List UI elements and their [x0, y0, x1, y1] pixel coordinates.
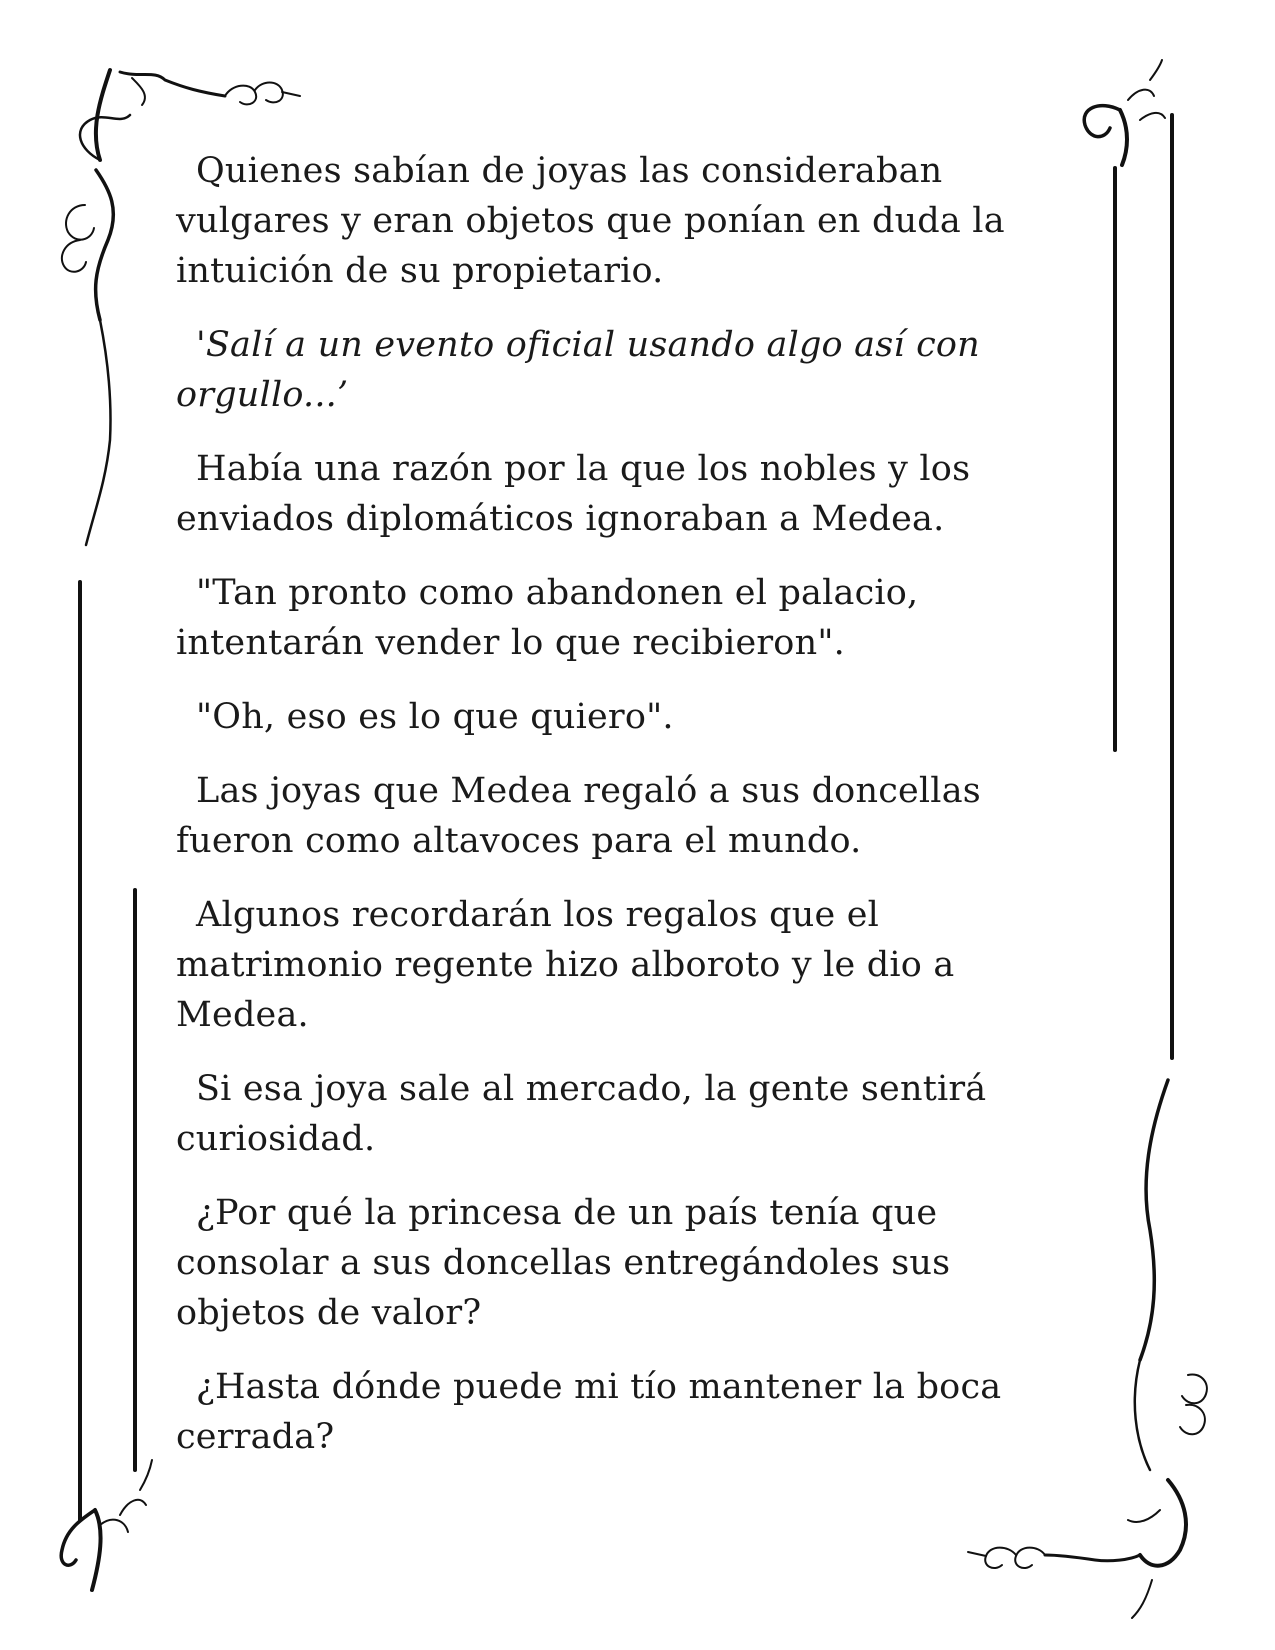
page-text: [176, 146, 1076, 1486]
paragraph: Si esa joya sale al mercado, la gente sentirá curiosidad.: [176, 1069, 987, 1159]
flourish-top-right-icon: [1084, 60, 1165, 165]
paragraph: ¿Hasta dónde puede mi tío mantener la boca cerrada?: [176, 1367, 1002, 1457]
paragraph: Quienes sabían de joyas las consideraban vulgares y eran objetos que ponían en duda la intuición de su propietario.: [176, 151, 1005, 291]
inner-thought-paragraph: 'Salí a un evento oficial usando algo así con orgullo...’: [176, 325, 980, 415]
flourish-bottom-left-icon: [61, 1460, 152, 1590]
paragraph: Algunos recordarán los regalos que el matrimonio regente hizo alboroto y le dio a Medea.: [176, 895, 955, 1035]
paragraph: ¿Por qué la princesa de un país tenía que consolar a sus doncellas entregándoles sus objetos de valor?: [176, 1193, 951, 1333]
paragraph: Había una razón por la que los nobles y los enviados diplomáticos ignoraban a Medea.: [176, 449, 971, 539]
paragraph: Las joyas que Medea regaló a sus doncellas fueron como altavoces para el mundo.: [176, 771, 981, 861]
dialogue-paragraph: "Oh, eso es lo que quiero".: [196, 697, 674, 737]
dialogue-paragraph: "Tan pronto como abandonen el palacio, intentarán vender lo que recibieron".: [176, 573, 919, 663]
